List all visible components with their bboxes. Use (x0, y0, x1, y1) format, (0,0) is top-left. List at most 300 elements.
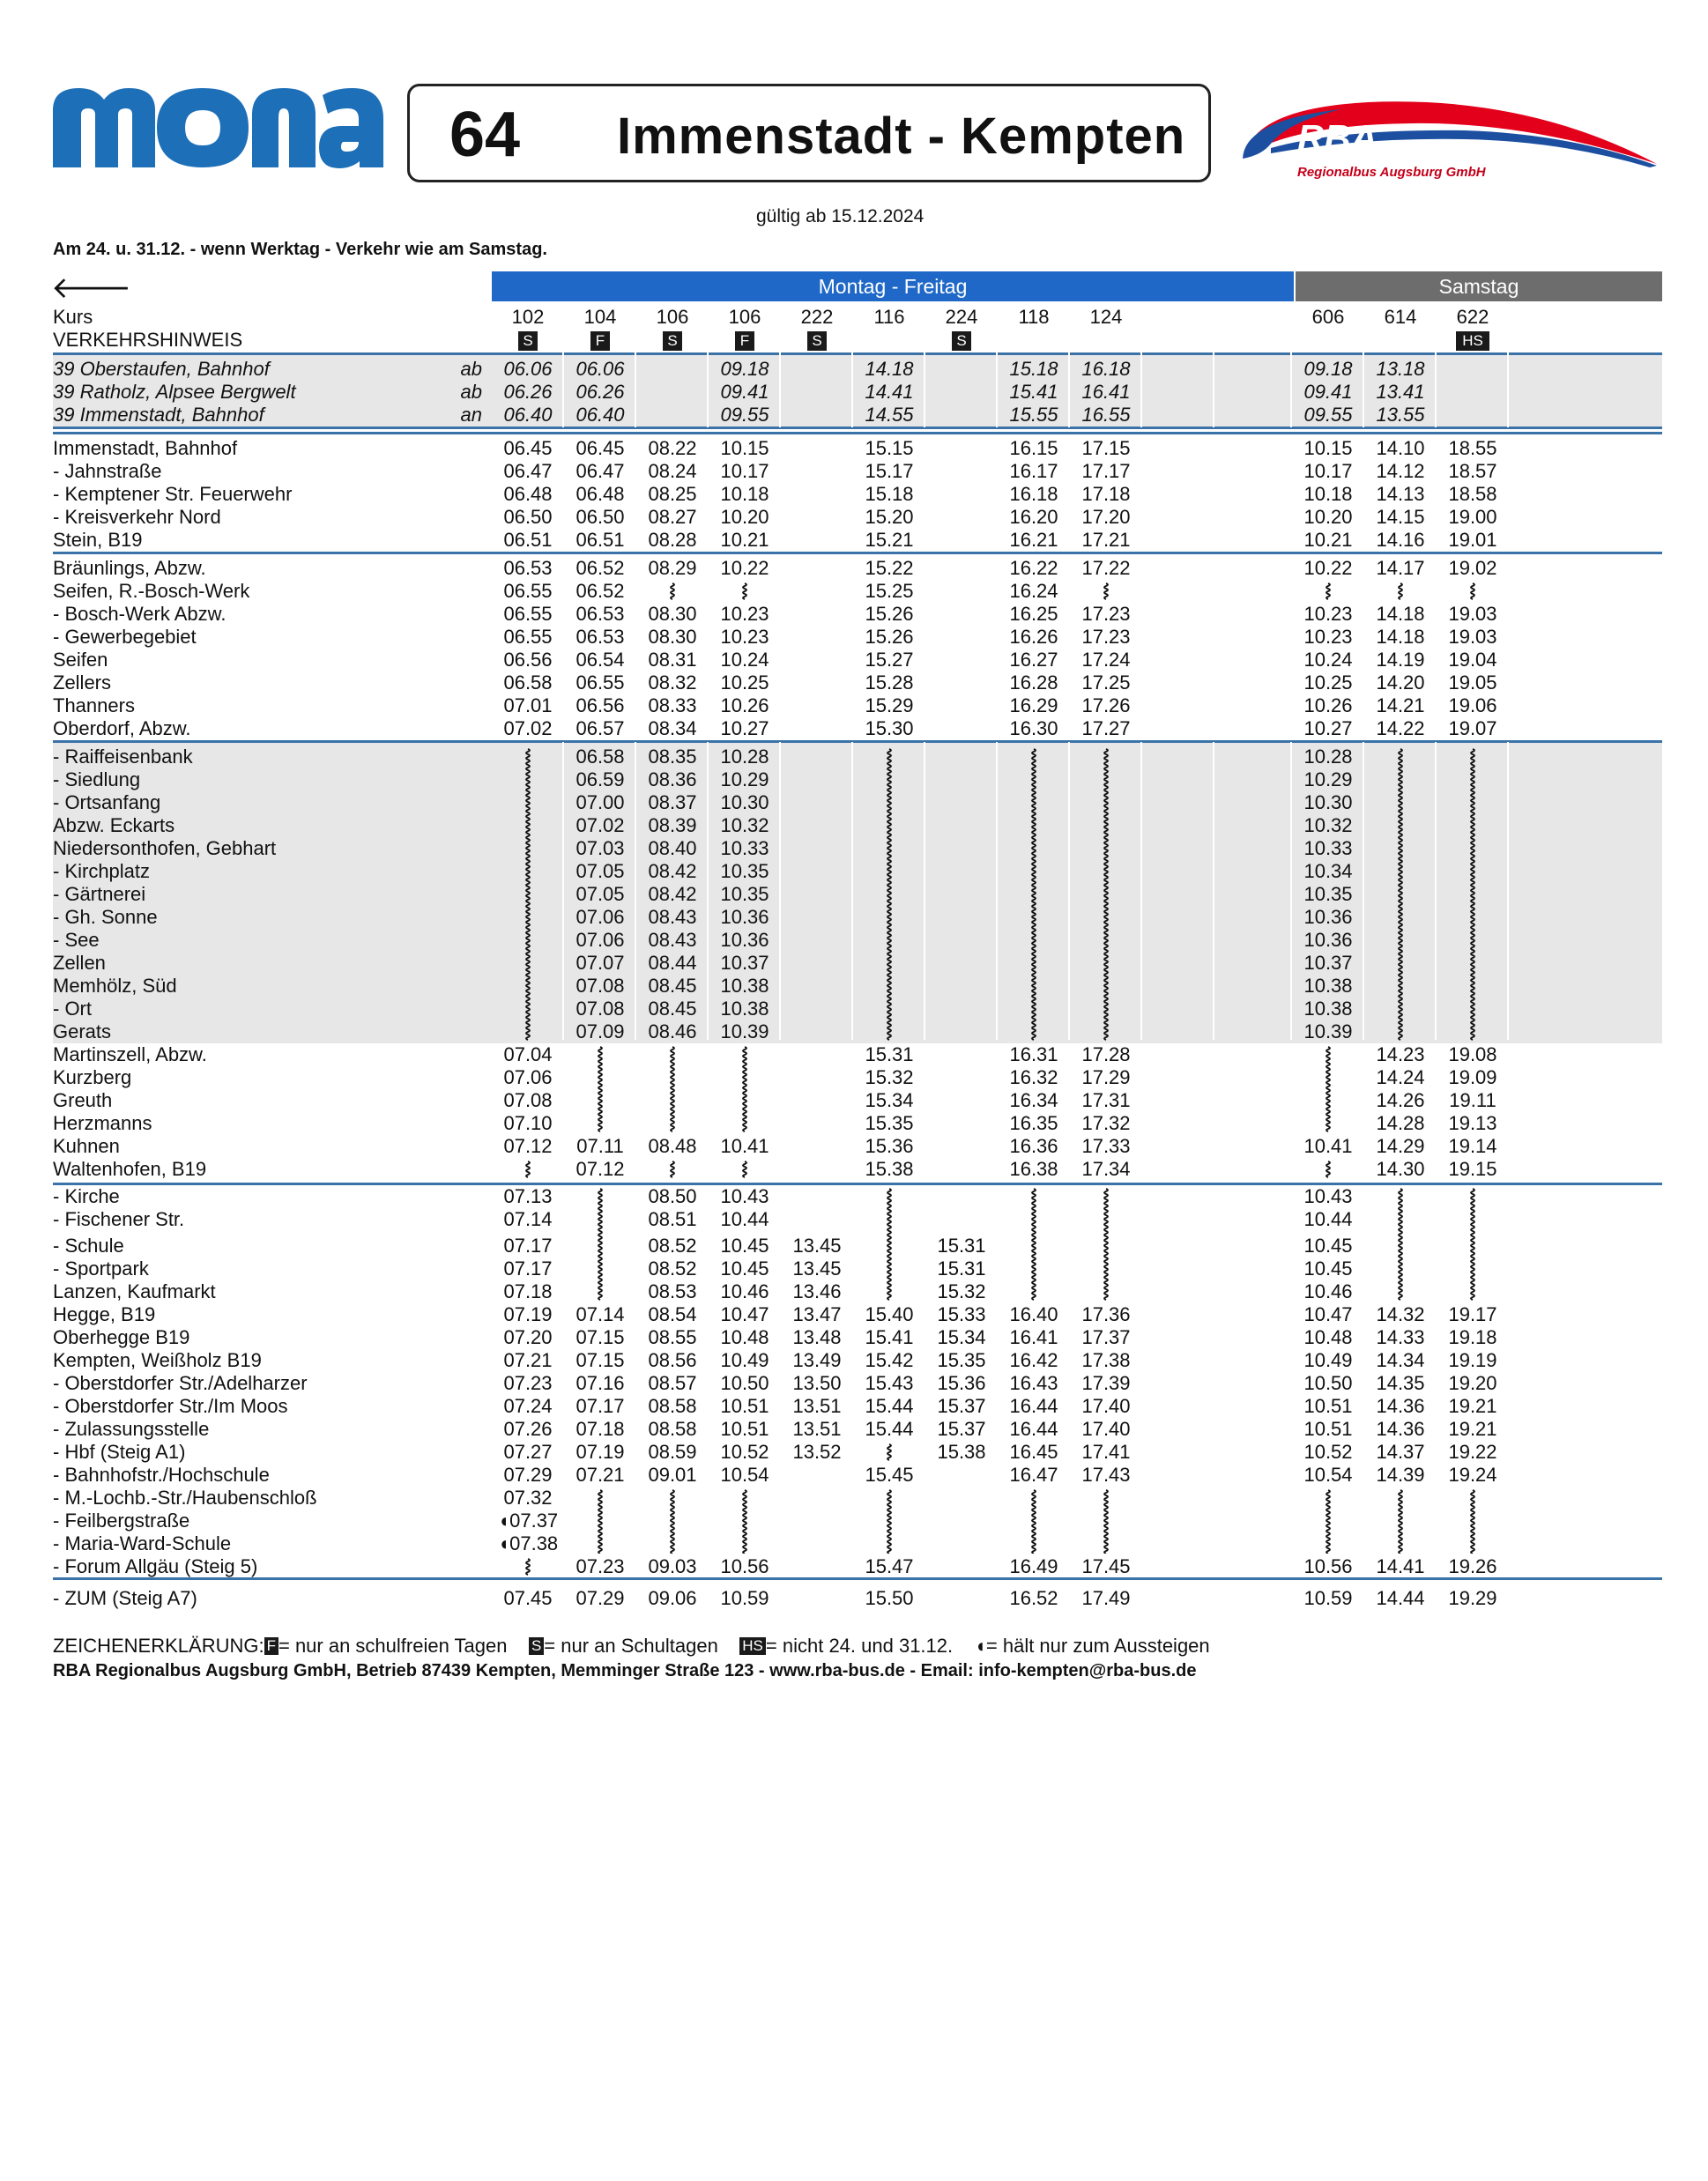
departure-time: 15.44 (865, 1418, 914, 1440)
departure-time: 16.44 (1009, 1395, 1058, 1417)
no-stop-wave-icon (853, 1488, 925, 1554)
stop-name: - Gärtnerei (53, 883, 146, 905)
stop-name: Seifen, R.-Bosch-Werk (53, 580, 250, 602)
departure-time: 19.22 (1448, 1441, 1497, 1463)
departure-time: 08.25 (648, 483, 697, 505)
departure-time: 15.34 (937, 1326, 986, 1348)
col-sep (1213, 352, 1214, 427)
feeder-time: 16.18 (1081, 358, 1131, 380)
no-stop-wave-icon (1292, 582, 1364, 601)
stop-name: Zellers (53, 671, 112, 694)
weekday-header: Montag - Freitag (492, 271, 1294, 301)
departure-time: 15.37 (937, 1395, 986, 1417)
no-stop-wave-icon (492, 747, 564, 1042)
departure-time: 08.35 (648, 746, 697, 768)
departure-time: 15.35 (937, 1349, 986, 1371)
departure-time: 07.11 (576, 1135, 624, 1157)
feeder-time: 09.41 (1303, 381, 1353, 403)
feeder-time: 09.18 (1303, 358, 1353, 380)
departure-time: 06.55 (503, 580, 553, 602)
departure-time: 17.40 (1081, 1418, 1131, 1440)
stop-name: - See (53, 929, 100, 951)
departure-time: 06.48 (503, 483, 553, 505)
departure-time: 15.44 (865, 1395, 914, 1417)
stop-name: Memhölz, Süd (53, 975, 177, 997)
departure-time: 10.29 (720, 768, 769, 790)
departure-time: 10.21 (1303, 529, 1353, 551)
departure-time: 10.15 (1303, 437, 1353, 459)
departure-time: 06.57 (576, 717, 625, 739)
departure-time: 07.14 (576, 1303, 625, 1325)
departure-time: 07.04 (503, 1043, 553, 1065)
departure-time: 10.24 (1303, 649, 1353, 671)
departure-time: 08.37 (648, 791, 697, 813)
departure-time: 19.05 (1448, 671, 1497, 694)
departure-time: 07.14 (503, 1208, 553, 1230)
departure-time: 10.59 (720, 1587, 769, 1609)
kurs-0: 102 (511, 306, 545, 328)
departure-time: 19.02 (1448, 557, 1497, 579)
departure-time: 08.29 (648, 557, 697, 579)
stop-name: Niedersonthofen, Gebhart (53, 837, 277, 859)
departure-time: 07.29 (576, 1587, 625, 1609)
departure-time: 06.55 (503, 603, 553, 625)
departure-time: 15.31 (937, 1235, 986, 1257)
kurs-12: 614 (1384, 306, 1417, 328)
departure-time: 13.46 (792, 1280, 842, 1302)
departure-time: 06.55 (576, 671, 625, 694)
departure-time: 16.15 (1009, 437, 1058, 459)
departure-time: 17.17 (1081, 460, 1131, 482)
departure-time: 15.21 (865, 529, 914, 551)
col-sep (851, 352, 853, 427)
departure-time: 10.48 (720, 1326, 769, 1348)
departure-time: 08.36 (648, 768, 697, 790)
stop-name: - Kirchplatz (53, 860, 151, 882)
departure-time: 17.28 (1081, 1043, 1131, 1065)
departure-time: 08.24 (648, 460, 697, 482)
departure-time: 06.45 (576, 437, 625, 459)
departure-time: 16.52 (1009, 1587, 1058, 1609)
direction-arrow-icon: 🡐 (51, 271, 132, 305)
departure-time: 10.45 (720, 1257, 769, 1280)
feeder-stop: 39 Ratholz, Alpsee Bergwelt (53, 381, 296, 403)
feeder-time: 06.06 (503, 358, 553, 380)
service-mark-4: S (807, 331, 827, 351)
departure-time: 15.50 (865, 1587, 914, 1609)
no-stop-wave-icon (1437, 747, 1509, 1042)
no-stop-wave-icon (998, 747, 1070, 1042)
departure-time: 10.32 (1303, 814, 1353, 836)
departure-time: 16.40 (1009, 1303, 1058, 1325)
departure-time: 14.16 (1376, 529, 1425, 551)
departure-time: 17.22 (1081, 557, 1131, 579)
departure-time: 06.53 (503, 557, 553, 579)
stop-name: Kuhnen (53, 1135, 120, 1157)
departure-time: 07.05 (576, 860, 625, 882)
departure-time: 10.50 (1303, 1372, 1353, 1394)
departure-time: 06.59 (576, 768, 625, 790)
departure-time: 06.50 (503, 506, 553, 528)
departure-time: 19.24 (1448, 1464, 1497, 1486)
stop-name: - Ortsanfang (53, 791, 161, 813)
stop-name: - Raiffeisenbank (53, 746, 193, 768)
legend-title: ZEICHENERKLÄRUNG: (53, 1635, 264, 1657)
departure-time: 15.17 (865, 460, 914, 482)
col-sep (1435, 352, 1437, 427)
departure-time: 10.59 (1303, 1587, 1353, 1609)
departure-time: 16.24 (1009, 580, 1058, 602)
departure-time: 16.44 (1009, 1418, 1058, 1440)
departure-time: 08.43 (648, 906, 697, 928)
departure-time: 15.25 (865, 580, 914, 602)
departure-time: 10.38 (720, 975, 769, 997)
rule-top (53, 352, 1662, 355)
departure-time: 06.52 (576, 580, 625, 602)
col-sep (1140, 352, 1142, 427)
departure-time: 15.42 (865, 1349, 914, 1371)
departure-time: 15.47 (865, 1555, 914, 1577)
feeder-time: 06.40 (576, 404, 625, 426)
valid-from: gültig ab 15.12.2024 (756, 206, 925, 226)
feeder-ab-an: an (460, 404, 482, 426)
departure-time: 06.50 (576, 506, 625, 528)
feeder-time: 15.55 (1009, 404, 1058, 426)
departure-time: 16.20 (1009, 506, 1058, 528)
departure-time: 15.45 (865, 1464, 914, 1486)
col-sep (924, 352, 925, 427)
feeder-time: 13.41 (1376, 381, 1425, 403)
feeder-time: 09.55 (720, 404, 769, 426)
stop-name: - Forum Allgäu (Steig 5) (53, 1555, 258, 1577)
no-stop-wave-icon (1070, 747, 1142, 1042)
departure-time: 16.38 (1009, 1158, 1058, 1180)
departure-time: 08.46 (648, 1020, 697, 1042)
departure-time: 09.01 (648, 1464, 697, 1486)
stop-name: Lanzen, Kaufmarkt (53, 1280, 216, 1302)
rba-logo (1236, 95, 1659, 179)
departure-time: 14.22 (1376, 717, 1425, 739)
stop-name: Stein, B19 (53, 529, 143, 551)
departure-time: 19.21 (1448, 1395, 1497, 1417)
departure-time: 08.22 (648, 437, 697, 459)
departure-time: 10.51 (1303, 1418, 1353, 1440)
departure-time: 14.36 (1376, 1418, 1425, 1440)
rba-logo-text: RBA (1297, 117, 1378, 159)
stop-name: Hegge, B19 (53, 1303, 156, 1325)
departure-time: 17.43 (1081, 1464, 1131, 1486)
no-stop-wave-icon (636, 582, 709, 601)
departure-time: 10.15 (720, 437, 769, 459)
departure-time: 14.20 (1376, 671, 1425, 694)
stop-name: - Feilbergstraße (53, 1510, 190, 1532)
col-sep (1290, 352, 1292, 427)
no-stop-wave-icon (1292, 1160, 1364, 1179)
departure-time: 17.24 (1081, 649, 1131, 671)
departure-time: 09.06 (648, 1587, 697, 1609)
departure-time: 16.22 (1009, 557, 1058, 579)
stop-name: - Gh. Sonne (53, 906, 158, 928)
departure-time: 07.16 (576, 1372, 625, 1394)
departure-time: 08.48 (648, 1135, 697, 1157)
departure-time: 07.29 (503, 1464, 553, 1486)
departure-time: 06.56 (576, 694, 625, 716)
stop-name: Seifen (53, 649, 108, 671)
departure-time: 13.49 (792, 1349, 842, 1371)
departure-time: 07.12 (576, 1158, 625, 1180)
stop-name: - Maria-Ward-Schule (53, 1532, 232, 1554)
departure-time: 10.51 (1303, 1395, 1353, 1417)
departure-time: 17.49 (1081, 1587, 1131, 1609)
departure-time: 10.48 (1303, 1326, 1353, 1348)
feeder-time: 16.41 (1081, 381, 1131, 403)
departure-time: 14.24 (1376, 1066, 1425, 1088)
departure-time: 14.28 (1376, 1112, 1425, 1134)
service-mark-0: S (518, 331, 538, 351)
departure-time: 14.30 (1376, 1158, 1425, 1180)
feeder-time: 06.06 (576, 358, 625, 380)
col-sep (1068, 352, 1070, 427)
departure-time: 10.25 (1303, 671, 1353, 694)
departure-time: 07.08 (576, 975, 625, 997)
departure-time: 07.18 (576, 1418, 625, 1440)
departure-time: 10.24 (720, 649, 769, 671)
no-stop-wave-icon (1292, 1488, 1364, 1554)
no-stop-wave-icon (636, 1045, 709, 1133)
departure-time: 16.43 (1009, 1372, 1058, 1394)
departure-time: 08.52 (648, 1257, 697, 1280)
departure-time: 06.56 (503, 649, 553, 671)
departure-time: 10.34 (1303, 860, 1353, 882)
no-stop-wave-icon (853, 747, 925, 1042)
departure-time: 07.05 (576, 883, 625, 905)
departure-time: 19.04 (1448, 649, 1497, 671)
departure-time: 16.26 (1009, 626, 1058, 648)
departure-time: 10.33 (720, 837, 769, 859)
col-sep (1363, 352, 1364, 427)
departure-time: 15.30 (865, 717, 914, 739)
departure-time: 17.40 (1081, 1395, 1131, 1417)
stop-name: - Hbf (Steig A1) (53, 1441, 186, 1463)
departure-time: 08.58 (648, 1418, 697, 1440)
departure-time: 07.26 (503, 1418, 553, 1440)
feeder-time: 09.55 (1303, 404, 1353, 426)
departure-time: 16.47 (1009, 1464, 1058, 1486)
departure-time: 16.17 (1009, 460, 1058, 482)
departure-time: 10.39 (1303, 1020, 1353, 1042)
rba-logo-sub: Regionalbus Augsburg GmbH (1297, 165, 1486, 179)
departure-time: 10.27 (1303, 717, 1353, 739)
departure-time: 15.36 (937, 1372, 986, 1394)
departure-time: 17.38 (1081, 1349, 1131, 1371)
departure-time: 14.35 (1376, 1372, 1425, 1394)
feeder-time: 14.55 (865, 404, 914, 426)
departure-time: 10.23 (1303, 626, 1353, 648)
feeder-time: 13.55 (1376, 404, 1425, 426)
departure-time: 14.34 (1376, 1349, 1425, 1371)
feeder-ab-an: ab (460, 381, 482, 403)
stop-name: - Siedlung (53, 768, 141, 790)
departure-time: 16.35 (1009, 1112, 1058, 1134)
departure-time: 07.15 (576, 1349, 625, 1371)
departure-time: 07.12 (503, 1135, 553, 1157)
departure-time: 17.18 (1081, 483, 1131, 505)
departure-time: 10.20 (1303, 506, 1353, 528)
departure-time: 07.02 (503, 717, 553, 739)
departure-time: 10.41 (720, 1135, 769, 1157)
mona-logo (53, 84, 383, 181)
brand-text: mona (53, 179, 56, 180)
departure-time: 10.17 (1303, 460, 1353, 482)
feeder-time: 06.26 (503, 381, 553, 403)
departure-time: 13.48 (792, 1326, 842, 1348)
departure-time: 17.26 (1081, 694, 1131, 716)
departure-time: 10.22 (1303, 557, 1353, 579)
stop-name: - Zulassungsstelle (53, 1418, 210, 1440)
departure-time: 10.46 (1303, 1280, 1353, 1302)
departure-time: 10.36 (720, 929, 769, 951)
rule-feeder-bottom (53, 427, 1662, 429)
departure-time: 15.18 (865, 483, 914, 505)
departure-time: 07.02 (576, 814, 625, 836)
departure-time: 13.51 (792, 1395, 842, 1417)
stop-name: - Sportpark (53, 1257, 149, 1280)
departure-time: 06.45 (503, 437, 553, 459)
departure-time: 19.15 (1448, 1158, 1497, 1180)
departure-time: 08.53 (648, 1280, 697, 1302)
departure-time: 15.32 (865, 1066, 914, 1088)
departure-time: 14.21 (1376, 694, 1425, 716)
departure-time: 07.27 (503, 1441, 553, 1463)
departure-time: 06.54 (576, 649, 625, 671)
departure-time: 09.03 (648, 1555, 697, 1577)
departure-time: 17.27 (1081, 717, 1131, 739)
departure-time: 10.36 (720, 906, 769, 928)
departure-time: 06.51 (576, 529, 625, 551)
departure-time: 10.22 (720, 557, 769, 579)
departure-time: 10.28 (720, 746, 769, 768)
departure-time: 15.22 (865, 557, 914, 579)
stop-name: - M.-Lochb.-Str./Haubenschloß (53, 1487, 317, 1509)
departure-time: 10.27 (720, 717, 769, 739)
service-mark-13: HS (1456, 331, 1489, 351)
departure-time: 17.20 (1081, 506, 1131, 528)
departure-time: 17.45 (1081, 1555, 1131, 1577)
departure-time: 14.12 (1376, 460, 1425, 482)
departure-time: 08.52 (648, 1235, 697, 1257)
departure-time: 07.09 (576, 1020, 625, 1042)
no-stop-wave-icon (853, 1443, 925, 1462)
departure-time: 19.03 (1448, 603, 1497, 625)
departure-time: 10.44 (1303, 1208, 1353, 1230)
departure-time: 19.21 (1448, 1418, 1497, 1440)
stop-name: - Jahnstraße (53, 460, 162, 482)
feeder-ab-an: ab (460, 358, 482, 380)
departure-time: 07.17 (576, 1395, 625, 1417)
departure-time: 10.36 (1303, 906, 1353, 928)
departure-time: 13.45 (792, 1257, 842, 1280)
departure-time: 07.06 (576, 929, 625, 951)
departure-time: 10.37 (1303, 952, 1353, 974)
col-sep (1213, 742, 1214, 1040)
stop-name: Greuth (53, 1089, 113, 1111)
no-stop-wave-icon (709, 1488, 781, 1554)
departure-time: 08.40 (648, 837, 697, 859)
departure-time: 08.27 (648, 506, 697, 528)
service-mark-6: S (952, 331, 971, 351)
kurs-11: 606 (1311, 306, 1345, 328)
departure-time: 16.49 (1009, 1555, 1058, 1577)
departure-time: 06.48 (576, 483, 625, 505)
departure-time: 17.39 (1081, 1372, 1131, 1394)
departure-time: 13.45 (792, 1235, 842, 1257)
departure-time: 10.52 (720, 1441, 769, 1463)
departure-time: 10.23 (720, 626, 769, 648)
departure-time: 15.36 (865, 1135, 914, 1157)
holiday-note: Am 24. u. 31.12. - wenn Werktag - Verkehr wie am Samstag. (53, 240, 547, 259)
departure-time: 17.36 (1081, 1303, 1131, 1325)
departure-time: 15.41 (865, 1326, 914, 1348)
departure-time: 15.33 (937, 1303, 986, 1325)
departure-time: 14.23 (1376, 1043, 1425, 1065)
departure-time: 15.31 (937, 1257, 986, 1280)
departure-time: 17.41 (1081, 1441, 1131, 1463)
departure-time: 10.18 (1303, 483, 1353, 505)
stop-name: - Ort (53, 998, 92, 1020)
departure-time: 15.40 (865, 1303, 914, 1325)
saturday-header: Samstag (1296, 271, 1662, 301)
departure-time: 08.42 (648, 860, 697, 882)
departure-time: 19.00 (1448, 506, 1497, 528)
departure-time: 06.52 (576, 557, 625, 579)
stop-name: - Oberstdorfer Str./Im Moos (53, 1395, 288, 1417)
kurs-5: 116 (873, 306, 905, 328)
departure-time: 14.44 (1376, 1587, 1425, 1609)
departure-time: 17.33 (1081, 1135, 1131, 1157)
departure-time: 16.29 (1009, 694, 1058, 716)
departure-time: 15.32 (937, 1280, 986, 1302)
departure-time: 08.57 (648, 1372, 697, 1394)
departure-time: 10.41 (1303, 1135, 1353, 1157)
no-stop-wave-icon (564, 1488, 636, 1554)
departure-time: 06.55 (503, 626, 553, 648)
departure-time: 10.38 (1303, 975, 1353, 997)
rule-3 (53, 1183, 1662, 1185)
departure-time: 07.19 (503, 1303, 553, 1325)
departure-time: 13.47 (792, 1303, 842, 1325)
no-stop-wave-icon (853, 1187, 925, 1302)
no-stop-wave-icon (492, 1557, 564, 1576)
stop-name: Waltenhofen, B19 (53, 1158, 207, 1180)
departure-time: 07.10 (503, 1112, 553, 1134)
departure-time: 08.28 (648, 529, 697, 551)
departure-time: 10.23 (720, 603, 769, 625)
departure-time: 08.44 (648, 952, 697, 974)
stop-name: Thanners (53, 694, 135, 716)
legend (53, 1635, 1210, 1658)
no-stop-wave-icon (1437, 1187, 1509, 1302)
legend-text-f: = nur an schulfreien Tagen (278, 1635, 508, 1657)
stop-name: Kempten, Weißholz B19 (53, 1349, 262, 1371)
departure-time: 15.26 (865, 603, 914, 625)
stop-name: - Bosch-Werk Abzw. (53, 603, 226, 625)
stop-name: - ZUM (Steig A7) (53, 1587, 197, 1609)
no-stop-wave-icon (998, 1187, 1070, 1302)
departure-time: 10.45 (1303, 1235, 1353, 1257)
departure-time: 07.19 (576, 1441, 625, 1463)
no-stop-wave-icon (564, 1045, 636, 1133)
col-sep (707, 352, 709, 427)
